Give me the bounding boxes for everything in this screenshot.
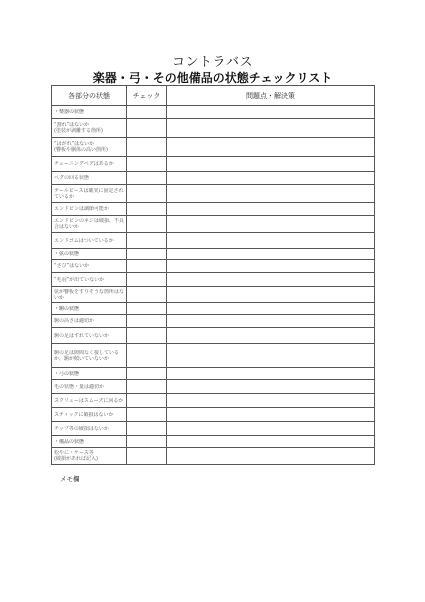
item-label: 駒の足はずれていないか <box>54 332 110 339</box>
part-status-cell <box>52 157 127 172</box>
section-row <box>52 303 375 315</box>
item-label: 駒の高さは適切か <box>54 318 95 324</box>
checklist-table <box>51 85 375 465</box>
check-cell[interactable] <box>127 368 167 380</box>
table-row <box>52 157 375 172</box>
part-status-cell <box>52 368 127 380</box>
memo-label: メモ欄 <box>60 475 80 483</box>
table-row <box>52 287 375 303</box>
part-status-cell <box>52 436 127 448</box>
issues-cell[interactable] <box>167 328 375 344</box>
check-cell[interactable] <box>127 394 167 408</box>
part-status-cell <box>52 394 127 408</box>
part-status-cell <box>52 380 127 394</box>
check-cell[interactable] <box>127 328 167 344</box>
part-status-cell <box>52 448 127 465</box>
part-status-cell <box>52 233 127 249</box>
item-label: “割れ”はないか (塗装が剥離する箇所) <box>54 122 103 134</box>
part-status-cell <box>52 344 127 368</box>
part-status-cell <box>52 119 127 138</box>
part-status-cell <box>52 328 127 344</box>
section-label: ・楽器の状態 <box>54 109 85 115</box>
check-cell[interactable] <box>127 260 167 273</box>
check-cell[interactable] <box>127 119 167 138</box>
check-cell[interactable] <box>127 157 167 172</box>
part-status-cell <box>52 106 127 119</box>
item-label: スクリューはスムーズに回るか <box>54 397 124 404</box>
table-row <box>52 185 375 203</box>
table-row <box>52 203 375 216</box>
check-cell[interactable] <box>127 203 167 216</box>
item-label: テールピースは確実に固定されているか <box>54 187 124 200</box>
part-status-cell <box>52 273 127 287</box>
issues-cell[interactable] <box>167 380 375 394</box>
item-label: エンドピンは調節可能か <box>54 206 110 212</box>
item-label: スティックに破損はないか <box>54 411 114 418</box>
check-cell[interactable] <box>127 408 167 422</box>
issues-cell[interactable] <box>167 157 375 172</box>
issues-cell[interactable] <box>167 138 375 157</box>
table-row <box>52 119 375 138</box>
item-label: “さび”はないか <box>54 263 90 269</box>
issues-cell[interactable] <box>167 436 375 448</box>
check-cell[interactable] <box>127 185 167 203</box>
table-row <box>52 172 375 185</box>
issues-cell[interactable] <box>167 368 375 380</box>
table-row <box>52 422 375 436</box>
part-status-cell <box>52 138 127 157</box>
check-cell[interactable] <box>127 138 167 157</box>
issues-cell[interactable] <box>167 303 375 315</box>
issues-cell[interactable] <box>167 172 375 185</box>
check-cell[interactable] <box>127 216 167 233</box>
section-label: ・弓の状態 <box>54 370 80 377</box>
table-row <box>52 233 375 249</box>
check-cell[interactable] <box>127 448 167 465</box>
section-row <box>52 249 375 260</box>
check-cell[interactable] <box>127 273 167 287</box>
section-row <box>52 106 375 119</box>
table-row <box>52 380 375 394</box>
item-label: ペグの回る状態 <box>54 175 90 181</box>
table-row <box>52 448 375 465</box>
item-label: 弦が響板をすりそうな箇所はないか <box>54 288 124 301</box>
issues-cell[interactable] <box>167 216 375 233</box>
item-label: チップ等の破損はないか <box>54 425 109 432</box>
check-cell[interactable] <box>127 422 167 436</box>
issues-cell[interactable] <box>167 315 375 328</box>
part-status-cell <box>52 203 127 216</box>
check-cell[interactable] <box>127 172 167 185</box>
check-cell[interactable] <box>127 303 167 315</box>
page-subtitle <box>0 69 425 86</box>
part-status-cell <box>52 260 127 273</box>
table-header-row <box>52 86 375 106</box>
item-label: 毛の状態・量は適切か <box>54 383 105 390</box>
table-row <box>52 273 375 287</box>
page-subtitle-text: 楽器・弓・その他備品の状態チェックリスト <box>92 71 333 85</box>
table-row <box>52 408 375 422</box>
issues-cell[interactable] <box>167 249 375 260</box>
item-label: チューニングペグはあるか <box>54 161 114 167</box>
check-cell[interactable] <box>127 315 167 328</box>
item-label: エンドピンのネジは破損、不具合はないか <box>54 218 124 230</box>
section-label: ・備品の状態 <box>54 438 85 445</box>
part-status-cell <box>52 287 127 303</box>
page-title: コントラバス <box>171 55 253 70</box>
check-cell[interactable] <box>127 344 167 368</box>
table-row <box>52 394 375 408</box>
issues-cell[interactable] <box>167 344 375 368</box>
item-label: エンドゴムはついているか <box>54 237 114 244</box>
issues-cell[interactable] <box>167 260 375 273</box>
check-cell[interactable] <box>127 233 167 249</box>
issues-cell[interactable] <box>167 106 375 119</box>
table-row <box>52 328 375 344</box>
column-header-issues: 問題点・解決策 <box>167 86 375 106</box>
issues-cell[interactable] <box>167 287 375 303</box>
column-header-part-status: 各部分の状態 <box>52 86 127 106</box>
table-row <box>52 344 375 368</box>
table-row <box>52 138 375 157</box>
item-label: 駒の足は隙間なく接しているか、駒が傾いていないか <box>54 349 120 362</box>
issues-cell[interactable] <box>167 185 375 203</box>
issues-cell[interactable] <box>167 448 375 465</box>
part-status-cell <box>52 408 127 422</box>
section-label: ・駒の状態 <box>54 305 80 312</box>
part-status-cell <box>52 303 127 315</box>
item-label: 松やに・ケース等 (破損があれば記入) <box>54 450 98 462</box>
check-cell[interactable] <box>127 436 167 448</box>
issues-cell[interactable] <box>167 273 375 287</box>
issues-cell[interactable] <box>167 394 375 408</box>
table-row <box>52 216 375 233</box>
section-label: ・弦の状態 <box>54 251 80 257</box>
check-cell[interactable] <box>127 287 167 303</box>
check-cell[interactable] <box>127 249 167 260</box>
issues-cell[interactable] <box>167 422 375 436</box>
table-row <box>52 315 375 328</box>
issues-cell[interactable] <box>167 119 375 138</box>
part-status-cell <box>52 315 127 328</box>
check-cell[interactable] <box>127 106 167 119</box>
column-header-check: チェック <box>127 86 167 106</box>
part-status-cell <box>52 185 127 203</box>
part-status-cell <box>52 422 127 436</box>
issues-cell[interactable] <box>167 408 375 422</box>
part-status-cell <box>52 216 127 233</box>
part-status-cell <box>52 172 127 185</box>
item-label: “毛羽”が出ていないか <box>54 276 105 283</box>
section-row <box>52 368 375 380</box>
table-row <box>52 260 375 273</box>
issues-cell[interactable] <box>167 203 375 216</box>
check-cell[interactable] <box>127 380 167 394</box>
item-label: “はがれ”はないか (響板や胴体の高い箇所) <box>54 141 108 153</box>
issues-cell[interactable] <box>167 233 375 249</box>
part-status-cell <box>52 249 127 260</box>
section-row <box>52 436 375 448</box>
